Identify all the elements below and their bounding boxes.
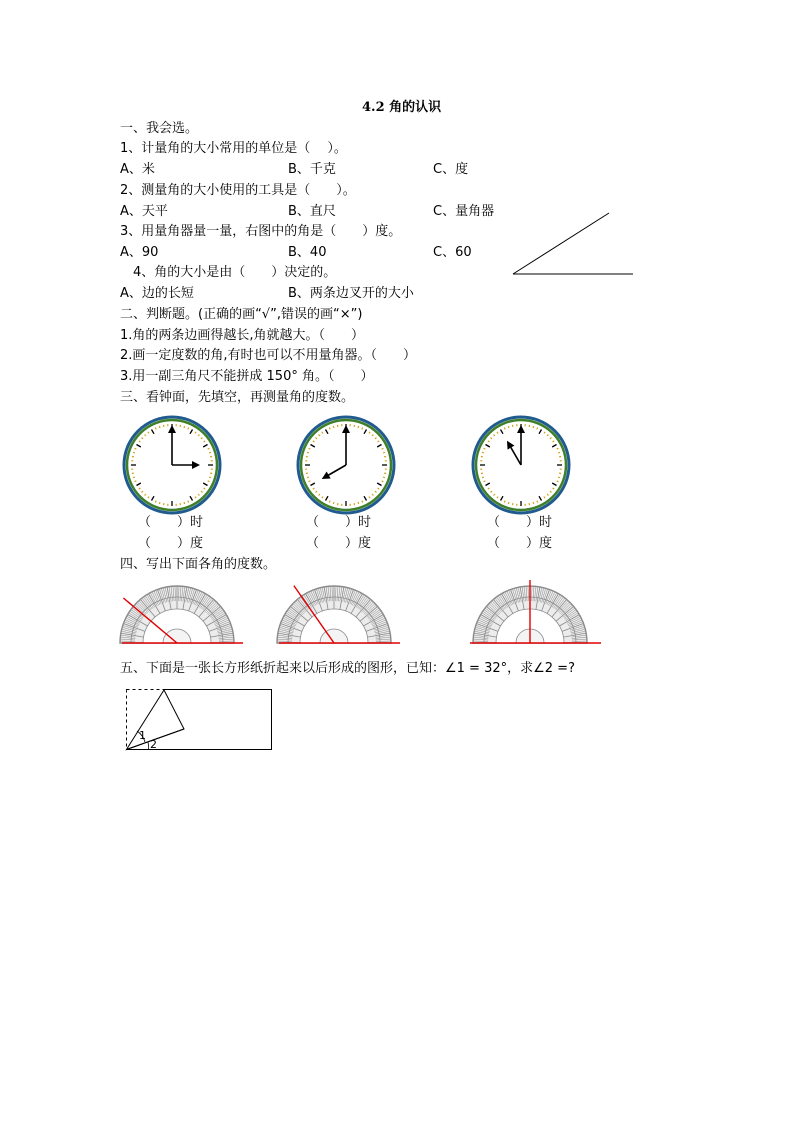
clock-minute-tick xyxy=(378,488,380,489)
clock-minute-tick xyxy=(145,435,146,436)
clock-minute-tick xyxy=(383,452,385,453)
clock-minute-tick xyxy=(358,502,359,504)
clock-minute-tick xyxy=(557,481,559,482)
q1-option-b: B、千克 xyxy=(288,162,336,177)
protractor-2 xyxy=(277,578,402,648)
clock-minute-tick xyxy=(482,452,484,453)
clock-minute-tick xyxy=(537,501,538,503)
clock-minute-tick xyxy=(188,428,189,430)
clock-minute-tick xyxy=(142,491,143,492)
clock-hour-tick xyxy=(377,445,381,448)
clock-minute-tick xyxy=(135,481,137,482)
clock-minute-tick xyxy=(369,497,370,499)
q2-option-c: C、量角器 xyxy=(433,204,495,219)
section3-heading: 三、看钟面，先填空，再测量角的度数。 xyxy=(120,390,355,405)
clock-minute-tick xyxy=(372,435,373,436)
clock-minute-tick xyxy=(533,502,534,504)
clock1-hour-blank: （ ）时 xyxy=(138,515,204,530)
clock-3 xyxy=(469,416,579,516)
clock-minute-tick xyxy=(491,438,492,439)
judge-item-1: 1.角的两条边画得越长,角就越大。（ ） xyxy=(120,328,365,343)
clock-minute-tick xyxy=(148,497,149,499)
q3-option-b: B、40 xyxy=(288,245,327,260)
clock-minute-tick xyxy=(544,432,545,434)
clock-minute-tick xyxy=(383,477,385,478)
section4-heading: 四、写出下面各角的度数。 xyxy=(120,557,277,572)
clock-minute-tick xyxy=(378,441,380,442)
clock-minute-tick xyxy=(494,435,495,436)
clock-minute-tick xyxy=(375,491,376,492)
q4-option-b: B、两条边叉开的大小 xyxy=(288,286,414,301)
clock-minute-tick xyxy=(209,477,211,478)
clock-hour-tick xyxy=(190,496,193,500)
q1-option-a: A、米 xyxy=(120,162,155,177)
page-title: 4.2 角的认识 xyxy=(362,100,442,115)
clock-minute-tick xyxy=(494,494,495,495)
clock-hour-tick xyxy=(364,496,367,500)
clock-minute-tick xyxy=(508,502,509,504)
clock-minute-tick xyxy=(307,452,309,453)
clock3-degree-blank: （ ）度 xyxy=(487,536,553,551)
clock-minute-tick xyxy=(133,477,135,478)
clock-minute-tick xyxy=(319,494,320,495)
clock-minute-tick xyxy=(558,477,560,478)
clock-hour-tick xyxy=(310,483,314,486)
clock-minute-tick xyxy=(504,501,505,503)
protractor-3 xyxy=(468,578,603,648)
clock-minute-tick xyxy=(145,494,146,495)
clock-minute-tick xyxy=(362,501,363,503)
clock-minute-tick xyxy=(309,481,311,482)
angle2-arc xyxy=(148,742,149,750)
clock-minute-tick xyxy=(208,481,210,482)
clock-minute-tick xyxy=(195,497,196,499)
q4-option-a: A、边的长短 xyxy=(120,286,194,301)
clock-minute-tick xyxy=(148,432,149,434)
clock-minute-tick xyxy=(309,448,311,449)
clock-1 xyxy=(120,416,230,516)
clock-hour-tick xyxy=(136,483,140,486)
folded-paper-figure xyxy=(124,686,274,754)
clock-minute-tick xyxy=(159,426,160,428)
q1-text: 1、计量角的大小常用的单位是（ ）。 xyxy=(120,141,347,156)
clock-minute-tick xyxy=(198,435,199,436)
clock-minute-tick xyxy=(488,488,490,489)
clock-minute-tick xyxy=(139,441,141,442)
clock2-degree-blank: （ ）度 xyxy=(306,536,372,551)
clock-minute-tick xyxy=(333,426,334,428)
clock-minute-tick xyxy=(491,491,492,492)
clock-minute-tick xyxy=(547,435,548,436)
clock-minute-tick xyxy=(139,488,141,489)
clock-hour-tick xyxy=(485,445,489,448)
clock-hour-tick xyxy=(326,496,329,500)
clock-minute-tick xyxy=(313,488,315,489)
section5-heading: 五、下面是一张长方形纸折起来以后形成的图形，已知：∠1 = 32°，求∠2 =? xyxy=(120,661,575,676)
angle1-label: 1 xyxy=(139,729,146,742)
q3-option-a: A、90 xyxy=(120,245,159,260)
clock3-hour-blank: （ ）时 xyxy=(487,515,553,530)
judge-item-3: 3.用一副三角尺不能拼成 150° 角。（ ） xyxy=(120,369,374,384)
clock-minute-tick xyxy=(558,452,560,453)
clock-hour-tick xyxy=(377,483,381,486)
q3-option-c: C、60 xyxy=(433,245,472,260)
clock-minute-tick xyxy=(307,477,309,478)
clock-minute-tick xyxy=(135,448,137,449)
clock-minute-tick xyxy=(198,494,199,495)
clock-minute-tick xyxy=(155,428,156,430)
protractor-1 xyxy=(120,578,245,648)
clock-minute-tick xyxy=(547,494,548,495)
clock-minute-tick xyxy=(319,435,320,436)
clock-minute-tick xyxy=(329,501,330,503)
clock-minute-tick xyxy=(508,426,509,428)
angle-figure xyxy=(505,205,640,280)
clock1-degree-blank: （ ）度 xyxy=(138,536,204,551)
q2-option-b: B、直尺 xyxy=(288,204,336,219)
clock-minute-tick xyxy=(201,491,202,492)
clock-2 xyxy=(294,416,404,516)
clock2-hour-blank: （ ）时 xyxy=(306,515,372,530)
q4-text: 4、角的大小是由（ ）决定的。 xyxy=(133,265,337,280)
clock-minute-tick xyxy=(322,497,323,499)
clock-minute-tick xyxy=(544,497,545,499)
clock-hour-tick xyxy=(310,445,314,448)
clock-minute-tick xyxy=(557,448,559,449)
clock-hour-tick xyxy=(539,496,542,500)
clock-minute-tick xyxy=(208,448,210,449)
clock-minute-tick xyxy=(482,477,484,478)
clock-minute-tick xyxy=(316,438,317,439)
clock-minute-tick xyxy=(504,428,505,430)
clock-hour-tick xyxy=(501,496,504,500)
clock-minute-tick xyxy=(204,488,206,489)
clock-minute-tick xyxy=(188,501,189,503)
clock-minute-tick xyxy=(184,426,185,428)
clock-hour-tick xyxy=(485,483,489,486)
q1-option-c: C、度 xyxy=(433,162,469,177)
clock-minute-tick xyxy=(372,494,373,495)
clock-minute-tick xyxy=(484,481,486,482)
hour-hand xyxy=(323,465,346,478)
clock-hour-tick xyxy=(326,429,329,433)
clock-minute-tick xyxy=(184,502,185,504)
clock-minute-tick xyxy=(358,426,359,428)
clock-minute-tick xyxy=(333,502,334,504)
clock-hour-tick xyxy=(136,445,140,448)
clock-minute-tick xyxy=(201,438,202,439)
clock-minute-tick xyxy=(159,502,160,504)
clock-minute-tick xyxy=(322,432,323,434)
clock-minute-tick xyxy=(553,441,555,442)
section1-heading: 一、我会选。 xyxy=(120,121,199,136)
clock-minute-tick xyxy=(362,428,363,430)
clock-minute-tick xyxy=(550,438,551,439)
clock-hour-tick xyxy=(190,429,193,433)
clock-minute-tick xyxy=(204,441,206,442)
clock-hour-tick xyxy=(552,483,556,486)
clock-minute-tick xyxy=(209,452,211,453)
clock-minute-tick xyxy=(133,452,135,453)
q2-text: 2、测量角的大小使用的工具是（ ）。 xyxy=(120,183,356,198)
clock-minute-tick xyxy=(550,491,551,492)
clock-hour-tick xyxy=(152,429,155,433)
clock-minute-tick xyxy=(497,497,498,499)
clock-minute-tick xyxy=(488,441,490,442)
clock-minute-tick xyxy=(533,426,534,428)
clock-minute-tick xyxy=(195,432,196,434)
clock-minute-tick xyxy=(313,441,315,442)
clock-minute-tick xyxy=(329,428,330,430)
clock-minute-tick xyxy=(155,501,156,503)
clock-hour-tick xyxy=(203,445,207,448)
clock-minute-tick xyxy=(316,491,317,492)
q2-option-a: A、天平 xyxy=(120,204,168,219)
angle-ray-upper xyxy=(513,213,609,274)
clock-minute-tick xyxy=(537,428,538,430)
angle2-label: 2 xyxy=(150,738,157,751)
clock-minute-tick xyxy=(142,438,143,439)
clock-hour-tick xyxy=(501,429,504,433)
clock-hour-tick xyxy=(364,429,367,433)
q3-text: 3、用量角器量一量，右图中的角是（ ）度。 xyxy=(120,224,402,239)
clock-minute-tick xyxy=(553,488,555,489)
clock-hour-tick xyxy=(203,483,207,486)
clock-minute-tick xyxy=(382,448,384,449)
section2-heading: 二、判断题。(正确的画“√”,错误的画“×”) xyxy=(120,307,363,322)
clock-minute-tick xyxy=(369,432,370,434)
clock-hour-tick xyxy=(552,445,556,448)
clock-hour-tick xyxy=(152,496,155,500)
judge-item-2: 2.画一定度数的角,有时也可以不用量角器。（ ） xyxy=(120,348,417,363)
clock-minute-tick xyxy=(382,481,384,482)
clock-minute-tick xyxy=(484,448,486,449)
hour-hand xyxy=(508,442,521,465)
clock-minute-tick xyxy=(375,438,376,439)
clock-minute-tick xyxy=(497,432,498,434)
clock-hour-tick xyxy=(539,429,542,433)
